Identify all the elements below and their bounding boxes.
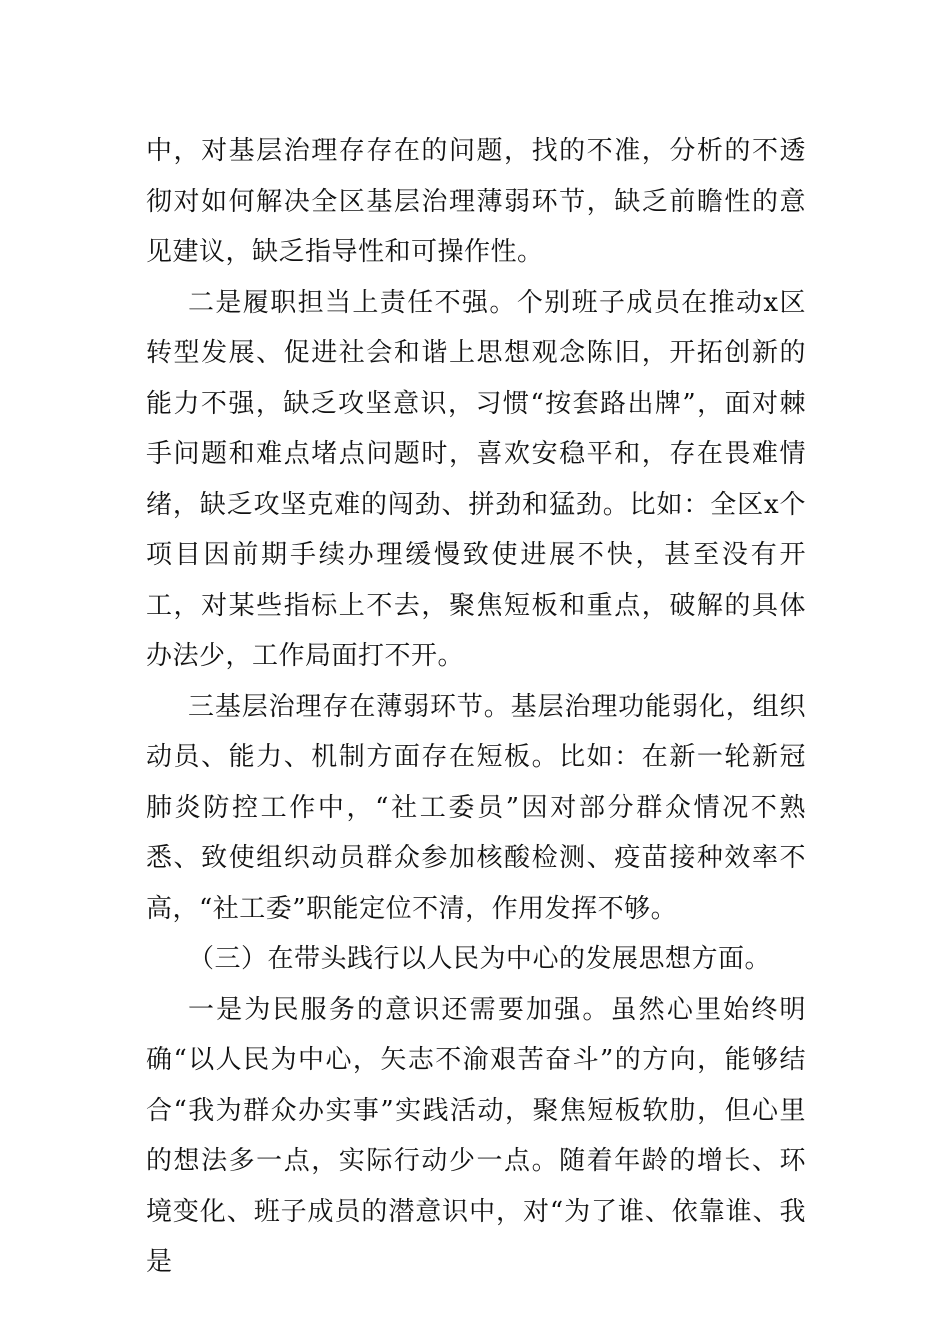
document-body	[146, 126, 806, 1288]
paragraph-grassroots-governance: 三基层治理存在薄弱环节。基层治理功能弱化，组织动员、能力、机制方面存在短板。比如：在新一轮新冠肺炎防控工作中，“社工委员”因对部分群众情况不熟悉、致使组织动员群众参加核酸检测、疫苗接种效率不高，“社工委”职能定位不清，作用发挥不够。	[146, 691, 806, 924]
paragraph-responsibility: 二是履职担当上责任不强。个别班子成员在推动x区转型发展、促进社会和谐上思想观念陈旧，开拓创新的能力不强，缺乏攻坚意识，习惯“按套路出牌”，面对棘手问题和难点堵点问题时，喜欢安稳平和，存在畏难情绪，缺乏攻坚克难的闯劲、拼劲和猛劲。比如：全区x个项目因前期手续办理缓慢致使进展不快，甚至没有开工，对某些指标上不去，聚焦短板和重点，破解的具体办法少，工作局面打不开。	[146, 287, 806, 671]
paragraph-service-awareness: 一是为民服务的意识还需要加强。虽然心里始终明确“以人民为中心，矢志不渝艰苦奋斗”的方向，能够结合“我为群众办实事”实践活动，聚焦短板软肋，但心里的想法多一点，实际行动少一点。随着年龄的增长、环境变化、班子成员的潜意识中，对“为了谁、依靠谁、我是	[146, 994, 806, 1277]
section-heading: （三）在带头践行以人民为中心的发展思想方面。	[188, 944, 772, 974]
paragraph-continuation: 中，对基层治理存存在的问题，找的不准，分析的不透彻对如何解决全区基层治理薄弱环节，缺乏前瞻性的意见建议，缺乏指导性和可操作性。	[146, 136, 806, 267]
